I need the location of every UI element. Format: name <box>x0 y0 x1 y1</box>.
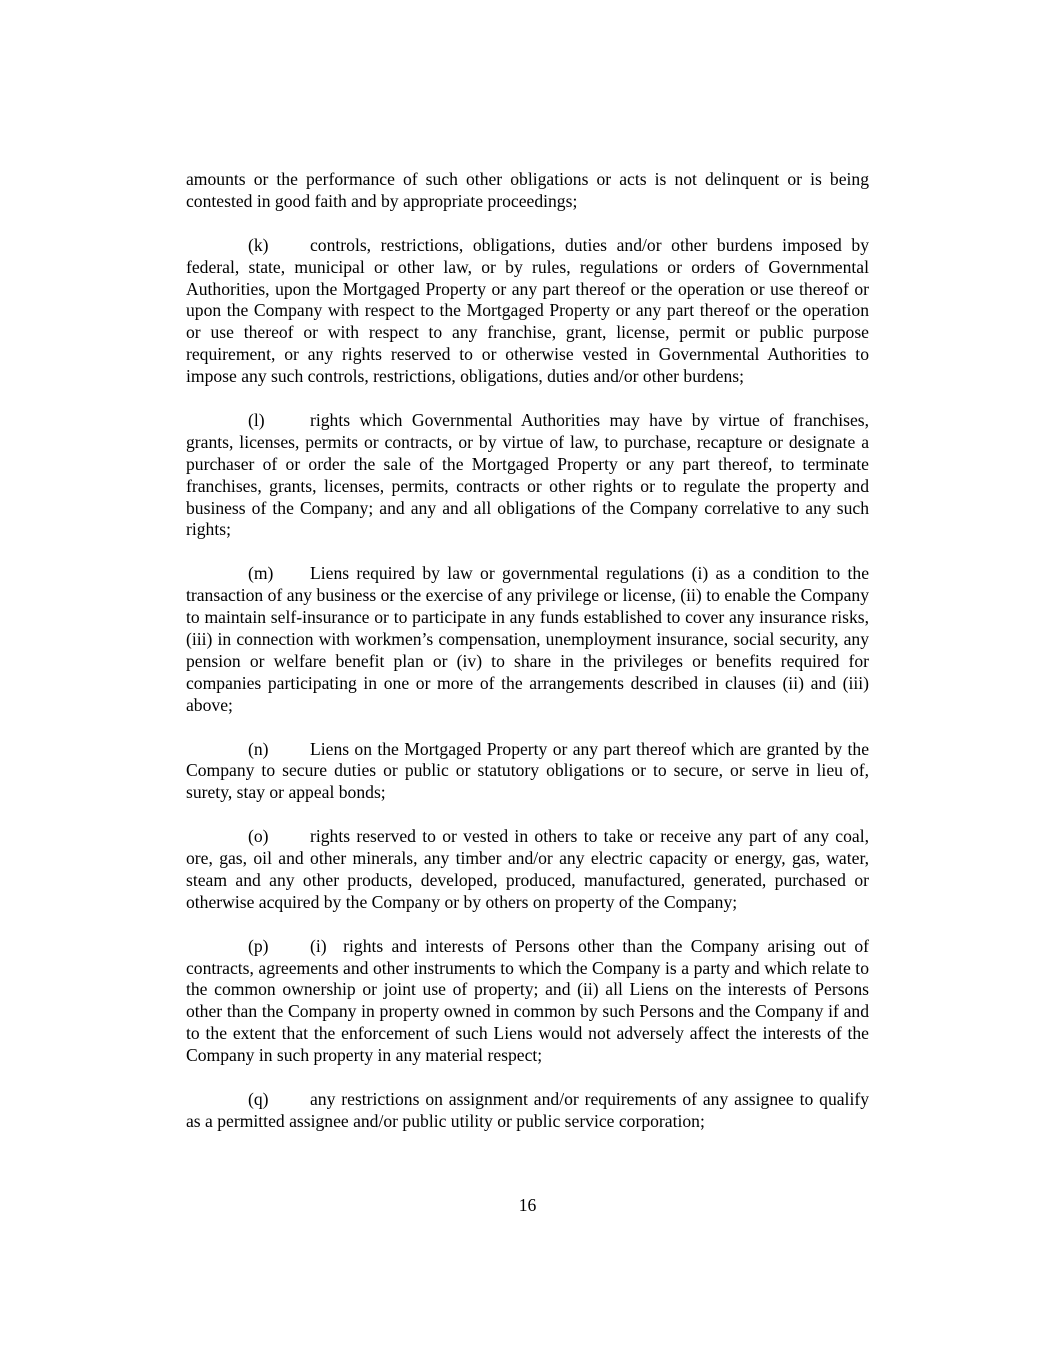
clause-p <box>186 935 874 1067</box>
clause-text: rights reserved to or vested in others to take or receive any part of any coal, ore, gas, oil and other minerals, any timber and/or any electric capacity or energy, gas, water, steam and any other products, developed, produced, manufactured, generated, purchased or otherwise acquired by the Company or by others on property of the Company; <box>186 826 869 912</box>
clause-text: Liens required by law or governmental regulations (i) as a condition to the transaction of any business or the exercise of any privilege or license, (ii) to enable the Company to maintain self-insurance or to participate in any funds established to cover any insurance risks, (iii) in connection with workmen’s compensation, unemployment insurance, social security, any pension or welfare benefit plan or (iv) to share in the privileges or benefits required for companies participating in one or more of the arrangements described in clauses (ii) and (iii) above; <box>186 563 869 715</box>
clause-k <box>186 235 869 388</box>
clause-label: (p) <box>248 935 269 956</box>
clause-label: (n) <box>248 738 269 759</box>
clause-l <box>186 410 869 541</box>
clause-text: any restrictions on assignment and/or requirements of any assignee to qualify as a permitted assignee and/or public utility or public service corporation; <box>186 1088 869 1131</box>
page-number: 16 <box>518 1195 537 1215</box>
clause-o <box>186 826 869 914</box>
clause-text: controls, restrictions, obligations, duties and/or other burdens imposed by federal, state, municipal or other law, or by rules, regulations or orders of Governmental Authorities, upon the Mortgaged Property or any part thereof or the operation or use thereof or upon the Company with respect to the Mortgaged Property or any part thereof or the operation or use thereof or with respect to any franchise, grant, license, permit or public purpose requirement, or any rights reserved to or otherwise vested in Governmental Authorities to impose any such controls, restrictions, obligations, duties and/or other burdens; <box>186 234 869 387</box>
clause-text: (i) rights and interests of Persons other than the Company arising out of contracts, agreements and other instruments to which the Company is a party and which relate to the common ownership or joint use of property; and (ii) all Liens on the interests of Persons other than the Company in property owned in common by such Persons and the Company if and to the extent that the enforcement of such Liens would not adversely affect the interests of the Company in such property in any material respect; <box>186 935 874 1066</box>
clause-label: (l) <box>248 409 265 430</box>
opening-paragraph: amounts or the performance of such other obligations or acts is not delinquent or is being contested in good faith and by appropriate proceedings; <box>186 169 869 211</box>
clause-label: (q) <box>248 1088 269 1109</box>
clause-q <box>186 1089 869 1133</box>
clause-label: (k) <box>248 234 269 255</box>
clause-text: rights which Governmental Authorities may have by virtue of franchises, grants, licenses, permits or contracts, or by virtue of law, to purchase, recapture or designate a purchaser of or order the sale of the Mortgaged Property or any part thereof, to terminate franchises, grants, licenses, permits, contracts or other rights or to regulate the property and business of the Company; and any and all obligations of the Company correlative to any such rights; <box>186 409 869 540</box>
document-body <box>186 169 874 1155</box>
clause-label: (m) <box>248 563 274 584</box>
clause-label: (o) <box>248 826 269 847</box>
clause-n <box>186 739 869 805</box>
clause-m <box>186 563 869 716</box>
clause-text: Liens on the Mortgaged Property or any part thereof which are granted by the Company to secure duties or public or statutory obligations or to secure, or serve in lieu of, surety, stay or appeal bonds; <box>186 738 869 803</box>
